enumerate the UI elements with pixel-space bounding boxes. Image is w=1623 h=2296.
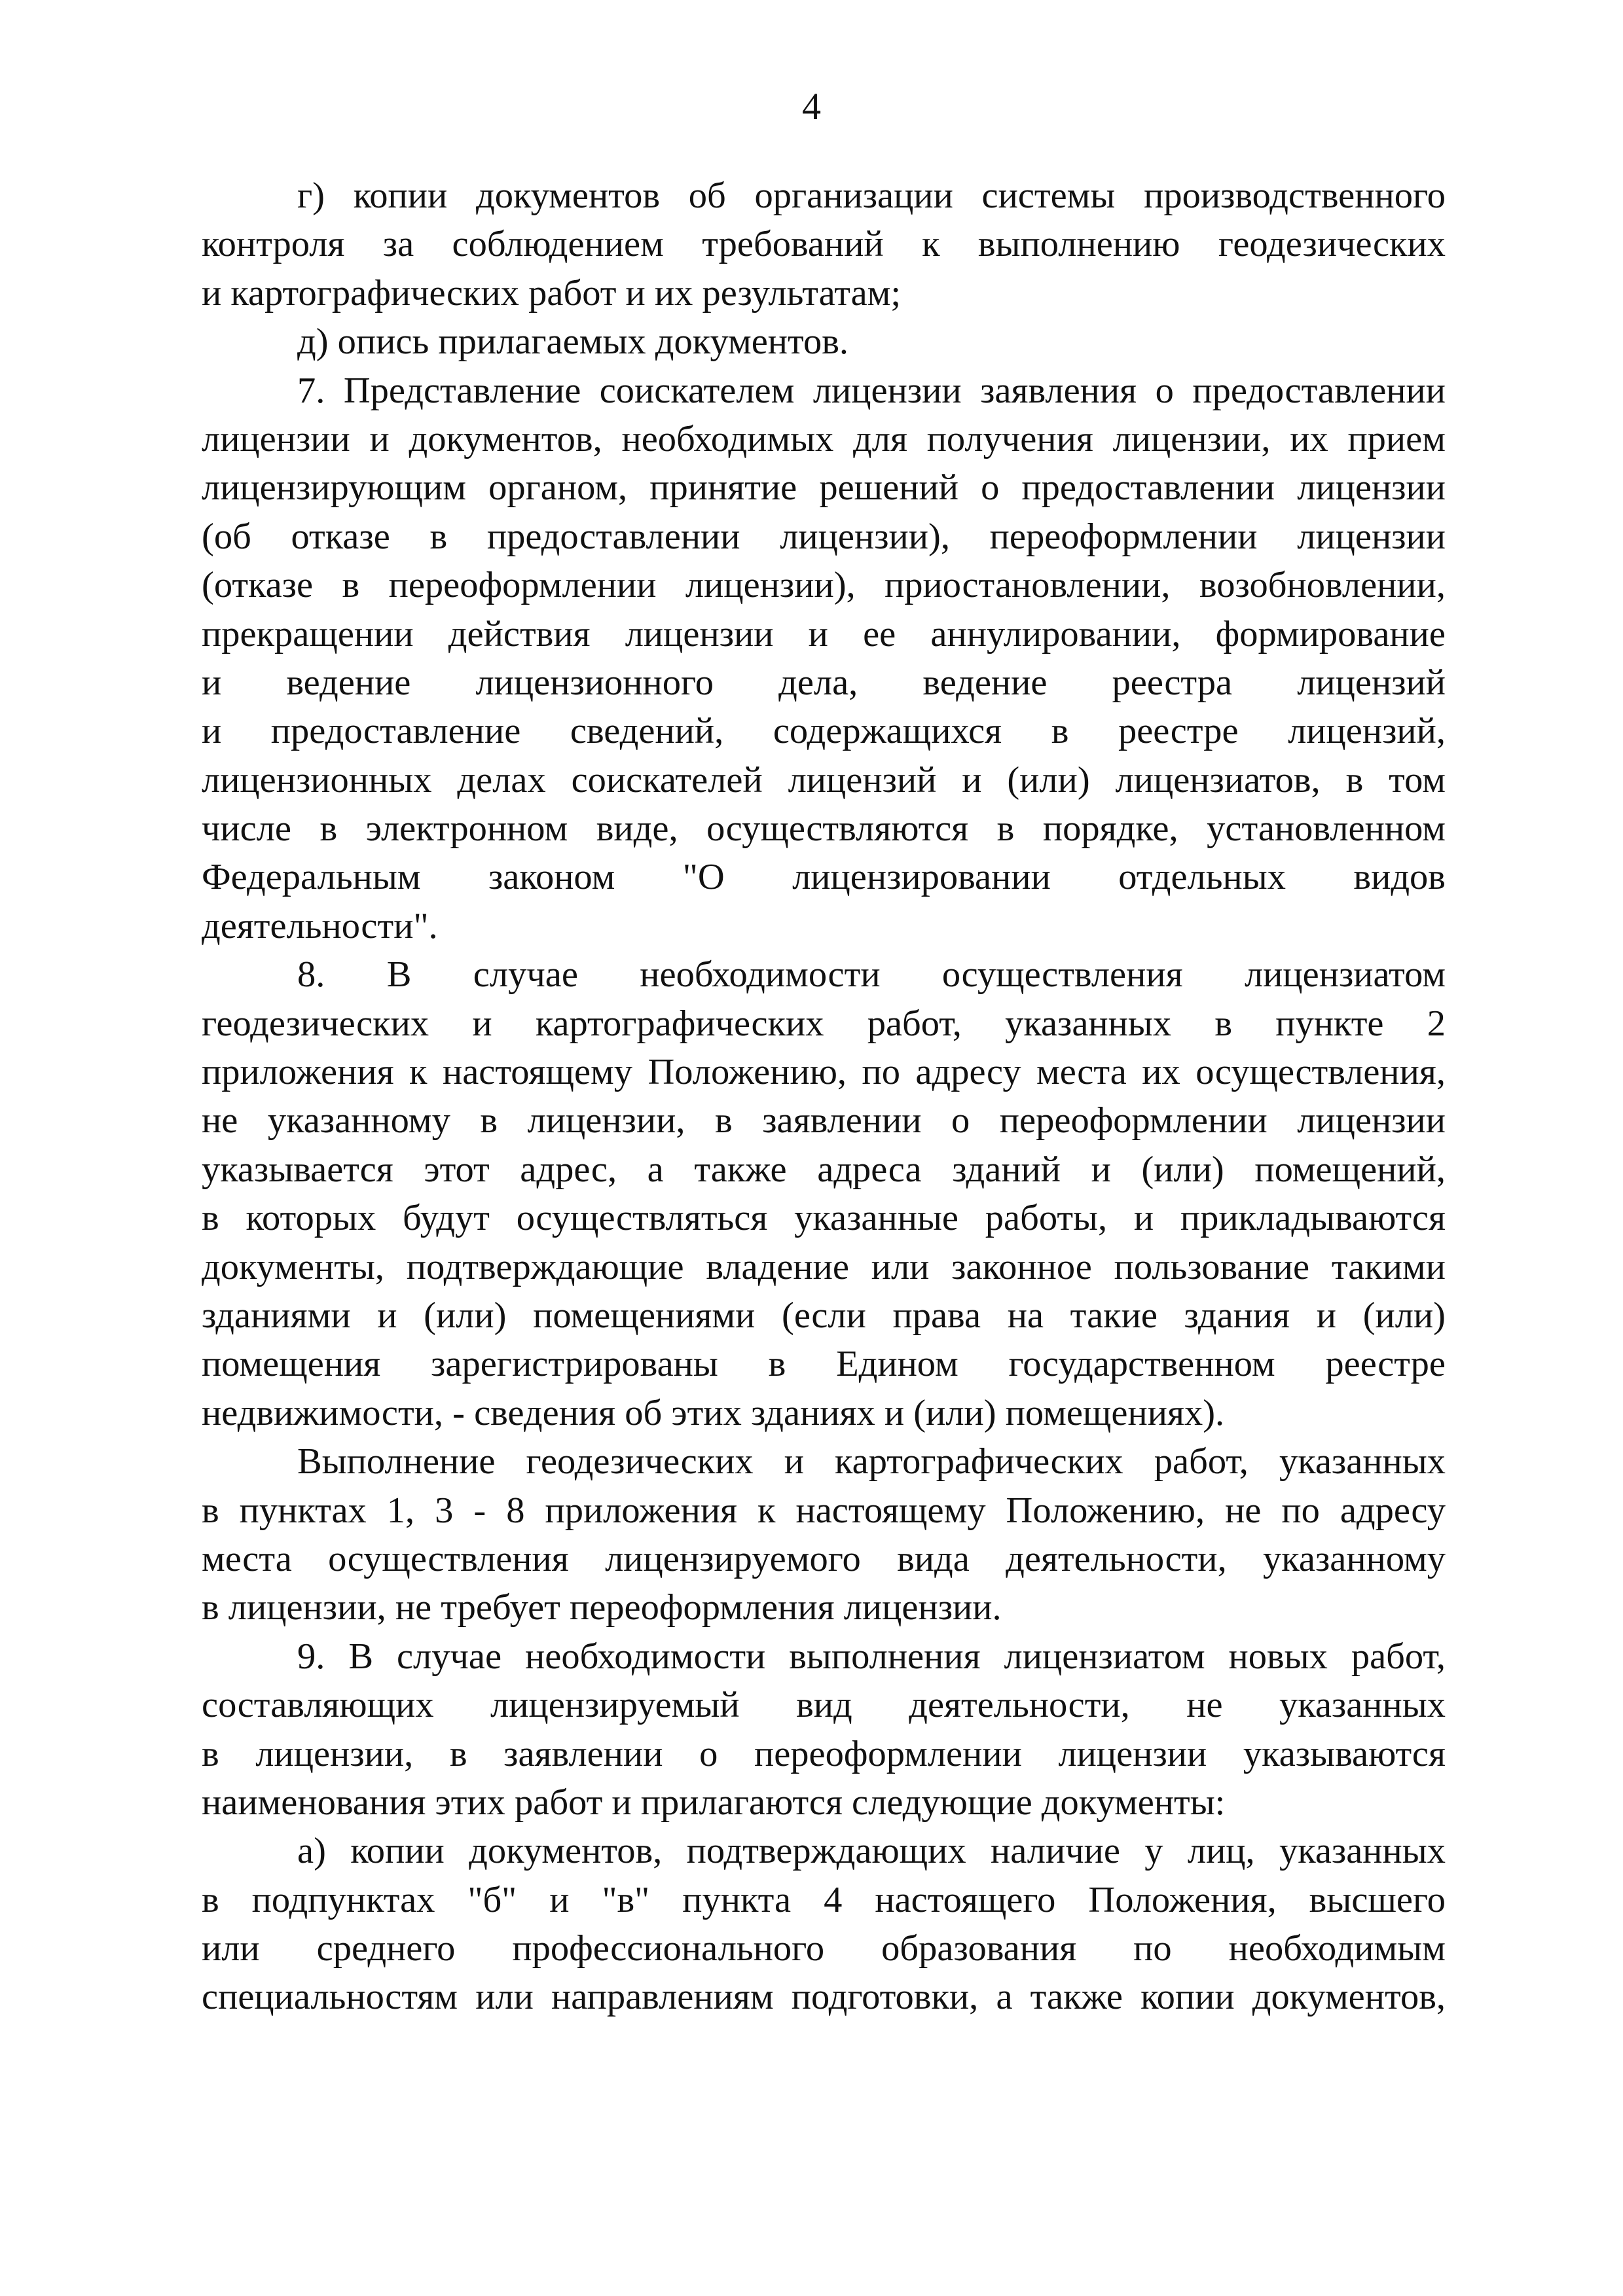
text-line: в лицензии, в заявлении о переоформлении лицензии указываются [202, 1733, 1446, 1774]
text-line: лицензии и документов, необходимых для получения лицензии, их прием [202, 418, 1446, 459]
text-line: Федеральным законом "О лицензировании отдельных видов [202, 857, 1446, 898]
text-line: специальностям или направлениям подготовки, а также копии документов, [202, 1977, 1446, 2018]
text-line: в подпунктах "б" и "в" пункта 4 настоящего Положения, высшего [202, 1879, 1446, 1920]
text-line: недвижимости, - сведения об этих зданиях и (или) помещениях). [202, 1392, 1225, 1433]
text-line: (отказе в переоформлении лицензии), приостановлении, возобновлении, [202, 565, 1446, 606]
text-line: места осуществления лицензируемого вида деятельности, указанному [202, 1538, 1446, 1579]
text-line: числе в электронном виде, осуществляются в порядке, установленном [202, 808, 1446, 850]
text-line: лицензирующим органом, принятие решений о предоставлении лицензии [202, 467, 1446, 509]
text-line: контроля за соблюдением требований к выполнению геодезических [202, 224, 1446, 265]
text-line: указывается этот адрес, а также адреса зданий и (или) помещений, [202, 1149, 1446, 1190]
document-body [202, 171, 1446, 2022]
text-line: в которых будут осуществляться указанные работы, и прикладываются [202, 1198, 1446, 1239]
text-line: и картографических работ и их результатам; [202, 272, 902, 314]
text-line: и предоставление сведений, содержащихся в реестре лицензий, [202, 711, 1446, 752]
text-line: и ведение лицензионного дела, ведение реестра лицензий [202, 662, 1446, 703]
paragraph-first-line: а) копии документов, подтверждающих наличие у лиц, указанных [297, 1831, 1446, 1872]
paragraph-first-line: 9. В случае необходимости выполнения лицензиатом новых работ, [297, 1636, 1446, 1677]
text-line: в пунктах 1, 3 - 8 приложения к настоящему Положению, не по адресу [202, 1490, 1446, 1531]
text-line: лицензионных делах соискателей лицензий и (или) лицензиатов, в том [202, 759, 1446, 800]
text-line: не указанному в лицензии, в заявлении о переоформлении лицензии [202, 1100, 1446, 1141]
text-line: (об отказе в предоставлении лицензии), переоформлении лицензии [202, 516, 1446, 557]
text-line: составляющих лицензируемый вид деятельности, не указанных [202, 1685, 1446, 1726]
text-line: или среднего профессионального образования по необходимым [202, 1928, 1446, 1969]
text-line: документы, подтверждающие владение или законное пользование такими [202, 1246, 1446, 1287]
text-line: помещения зарегистрированы в Едином государственном реестре [202, 1344, 1446, 1385]
paragraph-first-line: Выполнение геодезических и картографических работ, указанных [297, 1441, 1446, 1482]
paragraph-first-line: 8. В случае необходимости осуществления лицензиатом [297, 954, 1446, 996]
text-line: в лицензии, не требует переоформления лицензии. [202, 1587, 1002, 1628]
page-number: 4 [802, 85, 821, 128]
text-line: деятельности". [202, 905, 438, 946]
text-line: зданиями и (или) помещениями (если права на такие здания и (или) [202, 1295, 1446, 1336]
text-line: геодезических и картографических работ, указанных в пункте 2 [202, 1003, 1446, 1044]
text-line: наименования этих работ и прилагаются следующие документы: [202, 1782, 1226, 1823]
paragraph-first-line: г) копии документов об организации системы производственного [297, 175, 1446, 216]
text-line: прекращении действия лицензии и ее аннулировании, формирование [202, 613, 1446, 655]
paragraph-first-line: д) опись прилагаемых документов. [297, 321, 849, 363]
text-line: приложения к настоящему Положению, по адресу места их осуществления, [202, 1052, 1446, 1093]
paragraph-first-line: 7. Представление соискателем лицензии заявления о предоставлении [297, 370, 1446, 411]
